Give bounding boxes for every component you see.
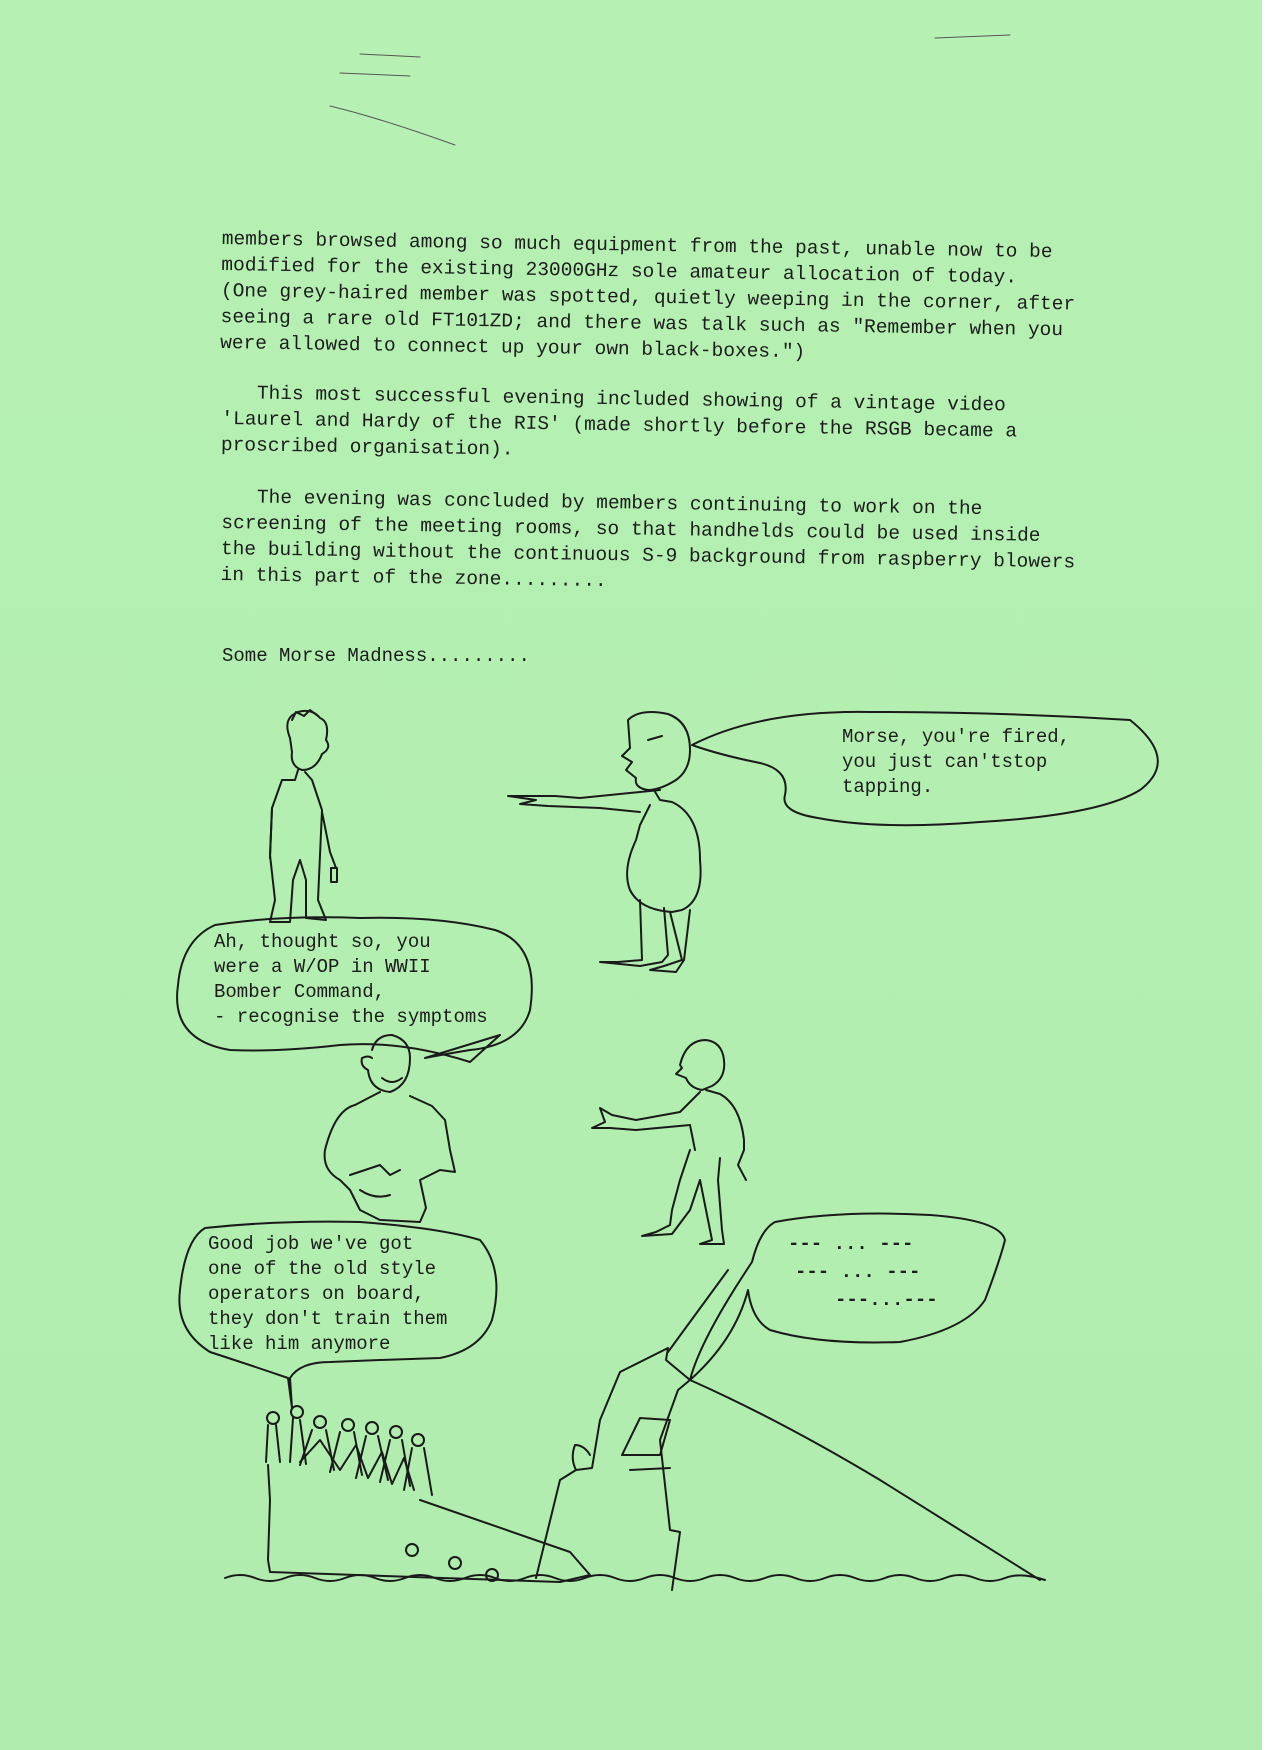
paragraph-equipment: members browsed among so much equipment from the past, unable now to be modified for the existing 23000GHz sole amateur allocation of today. (One grey-haired member was spotted, quietly weeping in the corner, after seeing a rare old FT101ZD; and there was talk such as "Remember when you were allowed to connect up your own black-boxes.")	[219, 227, 1076, 364]
morse-line-2: --- ... ---	[795, 1261, 921, 1283]
walking-figure	[592, 1040, 746, 1244]
paragraph-video: This most successful evening included showing of a vintage video 'Laurel and Hardy of the RIS' (made shortly before the RSGB became a proscribed organisation).	[220, 381, 1018, 461]
morse-line-1: --- ... ---	[788, 1233, 914, 1255]
wop-speech-text: Ah, thought so, you were a W/OP in WWII Bomber Command, - recognise the symptoms	[214, 931, 488, 1028]
morse-line-3: ---...---	[835, 1289, 938, 1311]
boss-figure	[508, 712, 701, 972]
section-heading: Some Morse Madness.........	[222, 645, 530, 667]
water-line	[225, 1575, 1045, 1581]
boat-speech-text: Good job we've got one of the old style operators on board, they don't train them like him anymore	[208, 1233, 448, 1355]
wop-figure	[325, 1035, 455, 1222]
boss-speech-text: Morse, you're fired, you just can'tstop tapping.	[842, 726, 1071, 798]
sinking-ship-stern	[536, 1270, 1040, 1590]
paragraph-screening: The evening was concluded by members continuing to work on the screening of the meeting rooms, so that handhelds could be used inside the building without the continuous S-9 background from raspberry blowers in this part of the zone.........	[220, 485, 1076, 593]
morse-figure	[270, 710, 337, 922]
